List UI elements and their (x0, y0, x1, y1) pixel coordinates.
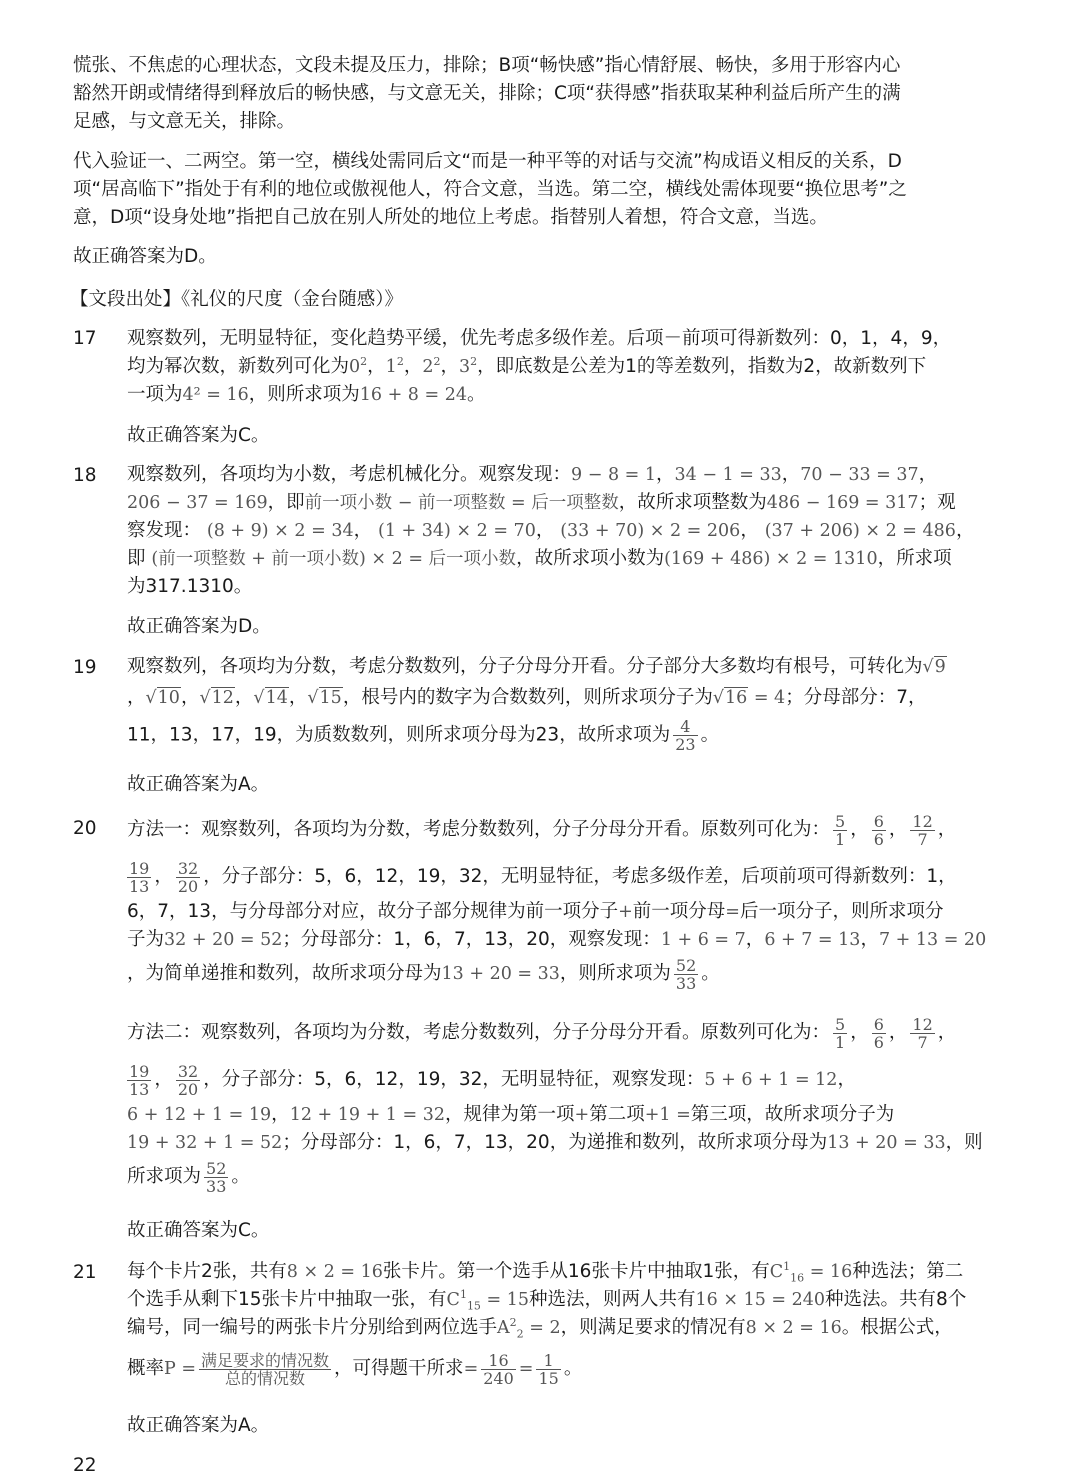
numerator: 5 (835, 811, 846, 831)
math: +1 = (644, 1105, 691, 1125)
text: ，分子部分：5，6，12，19，32，无明显特征，考虑多级作差，后项前项可得新数列：1， (203, 866, 957, 887)
denominator: 6 (873, 829, 884, 849)
radicand: 12 (211, 688, 234, 708)
q17-explanation (127, 325, 987, 409)
question-number: 17 (73, 328, 97, 349)
q18-line (127, 545, 987, 573)
math: $3^2$ (458, 355, 478, 377)
denominator: 20 (177, 1079, 199, 1099)
radicand: 10 (157, 688, 180, 708)
q17-line: 观察数列，无明显特征，变化趋势平缓，优先考虑多级作差。后项－前项可得新数列：0，1，4，9， (127, 328, 952, 349)
math: 1 + 6 = 7 (660, 930, 746, 950)
q19-explanation (127, 653, 987, 753)
numerator: 5 (835, 1014, 846, 1034)
fraction (204, 1160, 228, 1195)
q21-explanation (127, 1258, 987, 1392)
denominator: 33 (206, 1176, 227, 1196)
math: 6 + 7 = 13 (764, 930, 861, 950)
text: 后一项分子，则所求项分 (739, 901, 944, 922)
math: 19 + 32 + 1 = 52 (127, 1133, 283, 1153)
q17-line: 均为幂次数，新数列可化为$0^2$，$1^2$，$2^2$，$3^2$，即底数是公差为1的等差数列，指数为2，故新数列下 (127, 355, 927, 377)
math: (8 + 9) × 2 = 34 (206, 521, 354, 541)
text: ，则 (945, 1132, 983, 1153)
math-base: 2 (422, 357, 434, 377)
intro-line: 慌张、不焦虑的心理状态，文段未提及压力，排除；B项“畅快感”指心情舒展、畅快，多用于形容内心 (73, 55, 901, 76)
math: 70 − 33 = 37 (800, 465, 919, 485)
numerator: 32 (177, 1061, 199, 1081)
denominator: 1 (835, 829, 846, 849)
text: 种选法。共有8个 (825, 1289, 967, 1310)
math: + (618, 902, 633, 922)
q20-line: 所求项为 $\frac{52}{33}$ 。 (127, 1158, 250, 1196)
q21-line (127, 1286, 987, 1314)
numerator: 12 (912, 811, 933, 831)
text: 第三项，故所求项分子为 (690, 1104, 895, 1125)
q21-answer: 故正确答案为A。 (127, 1415, 270, 1436)
math: = 15 (486, 1290, 530, 1310)
fraction (481, 1352, 516, 1387)
sqrt: √10 (145, 688, 180, 708)
text: ；分母部分：1，6，7，13，20，为递推和数列，故所求项分母为 (282, 1132, 828, 1153)
radicand: 9 (934, 657, 946, 677)
math: 12 + 19 + 1 = 32 (289, 1105, 445, 1125)
numerator: 19 (129, 858, 150, 878)
text: 11，13，17，19，为质数数列，则所求项分母为23，故所求项为 (127, 724, 671, 746)
math: 34 − 1 = 33 (674, 465, 782, 485)
q20-line: $\frac{19}{13}$ ， $\frac{32}{20}$ ，分子部分：5，6，12，19，32，无明显特征，考虑多级作差，后项前项可得新数列：1， (129, 858, 957, 896)
fraction (127, 1063, 151, 1098)
math: 4² = 16 (182, 385, 249, 405)
fraction (833, 1016, 847, 1051)
text: 张卡片。第一个选手从16张卡片中抽取1张，有 (382, 1261, 770, 1282)
text: 观察数列，各项均为小数，考虑机械化分。观察发现： (127, 464, 572, 485)
math: 5 + 6 + 1 = 12 (704, 1070, 838, 1090)
denominator: 7 (917, 829, 928, 849)
fraction (536, 1352, 560, 1387)
q17-line: 一项为4² = 16，则所求项为16 + 8 = 24。 (127, 384, 486, 405)
q20-line: 子为32 + 20 = 52；分母部分：1，6，7，13，20，观察发现：1 + 6 = 7，6 + 7 = 13，7 + 13 = 20 (127, 929, 987, 950)
q18-line (127, 489, 987, 517)
numerator: 满足要求的情况数 (201, 1350, 330, 1370)
math: 前一项小数 − 前一项整数 = 后一项整数 (304, 493, 619, 513)
math: 206 − 37 = 169 (127, 493, 268, 513)
sqrt: √14 (253, 688, 288, 708)
denominator: 20 (177, 876, 199, 896)
math: = 16 (809, 1262, 853, 1282)
text: ，根号内的数字为合数数列，则所求项分子为 (342, 687, 713, 708)
math: 7 + 13 = 20 (878, 930, 987, 950)
fraction (872, 813, 886, 848)
q21-line: 概率P = $\frac{\text{满足要求的情况数}}{\text{总的情况数}}$ ，可得题干所求= $\frac{16}{240}$ = $\frac{1}{15}$ 。 (127, 1350, 583, 1388)
denominator: 13 (129, 876, 150, 896)
text: 每个卡片2张，共有 (127, 1261, 287, 1282)
math: 8 × 2 = 16 (745, 1318, 842, 1338)
q20-method1 (127, 810, 987, 994)
q20-line: 方法二：观察数列，各项均为分数，考虑分数数列，分子分母分开看。原数列可化为： $\frac{5}{1}$ ， $\frac{6}{6}$ ， $\frac{12}{7}$ ， (127, 1014, 957, 1052)
text: ；分母部分：1，6，7，13，20，观察发现： (282, 929, 661, 950)
text: 察发现： (127, 520, 202, 541)
math-base: 1 (385, 357, 397, 377)
question-number: 19 (73, 657, 97, 678)
math: = (725, 902, 740, 922)
denominator: 33 (675, 973, 697, 993)
text: ，故所求项整数为 (618, 492, 767, 513)
text: ，即底数是公差为1的等差数列，指数为2，故新数列下 (477, 356, 927, 377)
sqrt: √12 (199, 688, 234, 708)
text: ，则所求项为 (559, 963, 671, 984)
math: $2^2$ (422, 355, 441, 377)
fraction (833, 813, 847, 848)
fraction (910, 1016, 934, 1051)
fraction (127, 860, 151, 895)
text: 即 (127, 548, 146, 569)
source-citation: 【文段出处】《礼仪的尺度（金台随感）》 (70, 289, 404, 310)
q17-answer: 故正确答案为C。 (127, 425, 270, 446)
text: 子为 (127, 929, 165, 950)
fraction (176, 860, 200, 895)
text: ，为简单递推和数列，故所求项分母为 (127, 963, 442, 984)
text: 。根据公式， (841, 1317, 953, 1338)
numerator: 52 (206, 1158, 227, 1178)
q18-line: 为317.1310。 (127, 576, 253, 597)
math: $C^1_{15}$ (446, 1288, 481, 1313)
math: 13 + 20 = 33 (827, 1133, 946, 1153)
intro-line: 豁然开朗或情绪得到释放后的畅快感，与文意无关，排除；C项“获得感”指获取某种利益后所产生的满 (73, 83, 901, 104)
math: $0^2$ (349, 355, 368, 377)
text: 观察数列，各项均为分数，考虑分数数列，分子分母分开看。分子部分大多数均有根号，可转化为 (127, 656, 923, 677)
math: (37 + 206) × 2 = 486 (764, 521, 956, 541)
q18-line: 观察数列，各项均为小数，考虑机械化分。观察发现：9 − 8 = 1，34 − 1 = 33，70 − 33 = 37， (127, 464, 938, 485)
q19-answer: 故正确答案为A。 (127, 774, 270, 795)
text: 个选手从剩下15张卡片中抽取一张，有 (127, 1289, 447, 1310)
q19-line: 11，13，17，19，为质数数列，则所求项分母为23，故所求项为 $\frac{4}{23}$ 。 (127, 717, 720, 754)
numerator: 4 (673, 718, 697, 736)
text: 所求项为 (127, 1166, 202, 1187)
text: ，则满足要求的情况有 (560, 1317, 746, 1338)
radicand: 15 (319, 688, 342, 708)
question-number: 20 (73, 818, 97, 839)
intro-line: 足感，与文意无关，排除。 (73, 111, 296, 132)
denominator: 7 (917, 1032, 928, 1052)
answer-16: 故正确答案为D。 (73, 246, 217, 267)
numerator: 6 (873, 1014, 884, 1034)
denominator: 13 (129, 1079, 150, 1099)
text: ，分子部分：5，6，12，19，32，无明显特征，观察发现： (203, 1069, 705, 1090)
denominator: 23 (675, 735, 696, 754)
math: 13 + 20 = 33 (441, 964, 560, 984)
denominator: 1 (835, 1032, 846, 1052)
fraction (910, 813, 934, 848)
q20-line (127, 898, 987, 926)
math: + (574, 1105, 590, 1125)
radicand: 14 (265, 688, 288, 708)
q18-explanation (127, 461, 987, 601)
math: $A^2_2$ (497, 1316, 524, 1341)
q18-line: 察发现： (8 + 9) × 2 = 34， (1 + 34) × 2 = 70， (33 + 70) × 2 = 206， (37 + 206) × 2 = 486， (127, 520, 975, 541)
text: 前一项分母 (632, 901, 726, 922)
q19-line: ，√10，√12，√14，√15，根号内的数字为合数数列，则所求项分子为√16 = 4；分母部分：7， (127, 687, 927, 708)
text: 概率 (127, 1358, 165, 1379)
fraction (673, 718, 697, 753)
text: ，可得题干所求 (334, 1358, 464, 1379)
text: 种选法，则两人共有 (529, 1289, 696, 1310)
math: 16 + 8 = 24 (359, 385, 467, 405)
text: 均为幂次数，新数列可化为 (127, 356, 350, 377)
radicand: 16 (724, 688, 748, 708)
denominator: 15 (538, 1368, 559, 1388)
math: 16 × 15 = 240 (695, 1290, 826, 1310)
math: $1^2$ (385, 355, 404, 377)
numerator: 6 (873, 811, 884, 831)
sqrt: √9 (922, 657, 946, 677)
text: ；分母部分：7， (785, 687, 927, 708)
math: P = (164, 1359, 197, 1379)
text: 一项为 (127, 384, 183, 405)
numerator: 12 (912, 1014, 933, 1034)
verify-line: 意，D项“设身处地”指把自己放在别人所处的地位上考虑。指替别人着想，符合文意，当选。 (73, 207, 828, 228)
denominator: 6 (873, 1032, 884, 1052)
numerator: 1 (536, 1352, 560, 1370)
verify-paragraph (73, 148, 973, 232)
text: ，故所求项小数为 (516, 548, 665, 569)
fraction (674, 957, 698, 992)
q20-line: $\frac{19}{13}$ ， $\frac{32}{20}$ ，分子部分：5，6，12，19，32，无明显特征，观察发现：5 + 6 + 1 = 12， (129, 1061, 856, 1099)
numerator: 52 (675, 955, 697, 975)
math: = (518, 1359, 534, 1379)
math: 486 − 169 = 317 (766, 493, 919, 513)
denominator: 总的情况数 (225, 1368, 306, 1388)
q18-answer: 故正确答案为D。 (127, 616, 271, 637)
math: (33 + 70) × 2 = 206 (560, 521, 741, 541)
text: ，规律为第一项 (445, 1104, 575, 1125)
text: ，所求项 (877, 548, 952, 569)
text: 种选法；第二 (852, 1261, 964, 1282)
math: 8 × 2 = 16 (286, 1262, 383, 1282)
text: 方法二：观察数列，各项均为分数，考虑分数数列，分子分母分开看。原数列可化为： (127, 1022, 831, 1043)
fraction (872, 1016, 886, 1051)
q20-method2 (127, 1013, 987, 1197)
text: ；观 (918, 492, 956, 513)
sqrt: √15 (307, 688, 342, 708)
math: $C^1_{16}$ (769, 1260, 805, 1285)
math: (前一项整数 + 前一项小数) × 2 = 后一项小数 (151, 549, 517, 569)
text: ，即 (267, 492, 305, 513)
q20-answer: 故正确答案为C。 (127, 1220, 270, 1241)
verify-line: 代入验证一、二两空。第一空，横线处需同后文“而是一种平等的对话与交流”构成语义相反的关系，D (73, 151, 902, 172)
text: 6，7，13，与分母部分对应，故分子部分规律为前一项分子 (127, 901, 619, 922)
q19-line (127, 653, 987, 681)
math: 9 − 8 = 1 (571, 465, 656, 485)
math: = 2 (529, 1318, 561, 1338)
fraction (199, 1352, 331, 1387)
question-number: 22 (73, 1455, 97, 1476)
text: 第二项 (589, 1104, 645, 1125)
math: = 4 (748, 688, 786, 708)
math-base: 3 (458, 357, 471, 377)
q20-line: ，为简单递推和数列，故所求项分母为13 + 20 = 33，则所求项为 $\frac{52}{33}$ 。 (127, 955, 720, 993)
math-base: 0 (349, 357, 361, 377)
verify-line: 项“居高临下”指处于有利的地位或傲视他人，符合文意，当选。第二空，横线处需体现要“换位思考”之 (73, 179, 907, 200)
sqrt: √16 = 4 (712, 688, 786, 708)
math: = (463, 1359, 479, 1379)
text: 方法一：观察数列，各项均为分数，考虑分数数列，分子分母分开看。原数列可化为： (127, 819, 831, 840)
q20-line: 6 + 12 + 1 = 19，12 + 19 + 1 = 32，规律为第一项+第二项+1 =第三项，故所求项分子为 (127, 1104, 895, 1125)
text: 编号，同一编号的两张卡片分别给到两位选手 (127, 1317, 498, 1338)
text: ，则所求项为 (248, 384, 360, 405)
fraction (176, 1063, 200, 1098)
math: (169 + 486) × 2 = 1310 (664, 549, 878, 569)
q20-line: 方法一：观察数列，各项均为分数，考虑分数数列，分子分母分开看。原数列可化为： $\frac{5}{1}$ ， $\frac{6}{6}$ ， $\frac{12}{7}$ ， (127, 811, 957, 849)
q20-line (127, 1129, 987, 1157)
math: 6 + 12 + 1 = 19 (127, 1105, 272, 1125)
q21-line (127, 1314, 987, 1342)
intro-paragraph (73, 52, 973, 136)
question-number: 18 (73, 465, 97, 486)
question-number: 21 (73, 1262, 97, 1283)
math: (1 + 34) × 2 = 70 (378, 521, 536, 541)
numerator: 32 (177, 858, 199, 878)
q21-line (127, 1258, 987, 1286)
denominator: 240 (483, 1368, 514, 1388)
math: 32 + 20 = 52 (164, 930, 283, 950)
numerator: 16 (481, 1352, 516, 1370)
numerator: 19 (129, 1061, 150, 1081)
